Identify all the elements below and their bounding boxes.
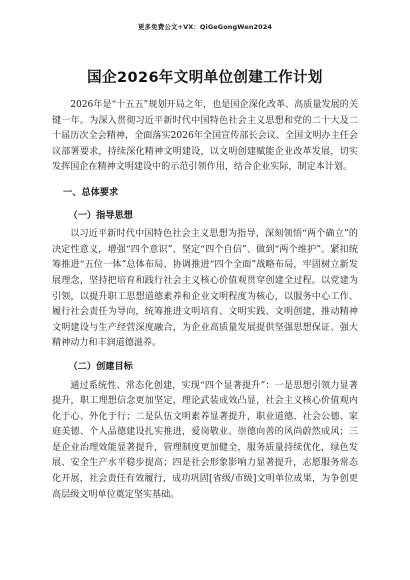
- subsection-heading-goals: （二）创建目标: [68, 360, 133, 372]
- document-title: 国企2026年文明单位创建工作计划: [87, 70, 323, 86]
- subsection-heading-guiding-thought: （一）指导思想: [68, 209, 133, 221]
- document-body: [52, 98, 358, 503]
- goals-paragraph: 通过系统性、常态化创建，实现“四个显著提升”：一是思想引领力显著提升，职工理想信念更加坚定，理论武装成效凸显，社会主义核心价值观内化于心、外化于行；二是队伍文明素养显著提升，职业道德、社会公德、家庭美德、个人品德建设扎实推进，爱岗敬业、崇德向善的风尚蔚然成风；三是企业治理效能显著提升，管理制度更加健全，服务质量持续优化，绿色发展、安全生产水平稳步提高；四是社会形象影响力显著提升，志愿服务常态化开展，社会责任有效履行，成功巩固[省级/市级]文明单位成果，为争创更高层级文明单位奠定坚实基础。: [52, 380, 358, 500]
- guiding-thought-paragraph: 以习近平新时代中国特色社会主义思想为指导，深刻领悟“两个确立”的决定性意义，增强“四个意识”、坚定“四个自信”、做到“两个维护”。紧扣统筹推进“五位一体”总体布局、协调推进“四个全面”战略布局，牢固树立新发展理念，坚持把培育和践行社会主义核心价值观贯穿创建全过程。以党建为引领，以提升职工思想道德素养和企业文明程度为核心，以服务中心工作、履行社会责任为导向，统筹推进文明培育、文明实践、文明创建，推动精神文明建设与生产经营深度融合，为企业高质量发展提供坚强思想保证、强大精神动力和丰润道德滋养。: [52, 229, 358, 349]
- intro-paragraph: 2026年是“十五五”规划开局之年，也是国企深化改革、高质量发展的关键一年。为深入贯彻习近平新时代中国特色社会主义思想和党的二十大及二十届历次全会精神，全面落实2026年全国宣传部长会议、全国文明办主任会议部署要求，持续深化精神文明建设，以文明创建赋能企业改革发展，切实发挥国企在精神文明建设中的示范引领作用，结合企业实际，制定本计划。: [52, 100, 358, 173]
- header-note: 更多免费公文+VX：QiGeGongWen2024: [137, 23, 273, 31]
- section-heading: 一、总体要求: [63, 186, 119, 198]
